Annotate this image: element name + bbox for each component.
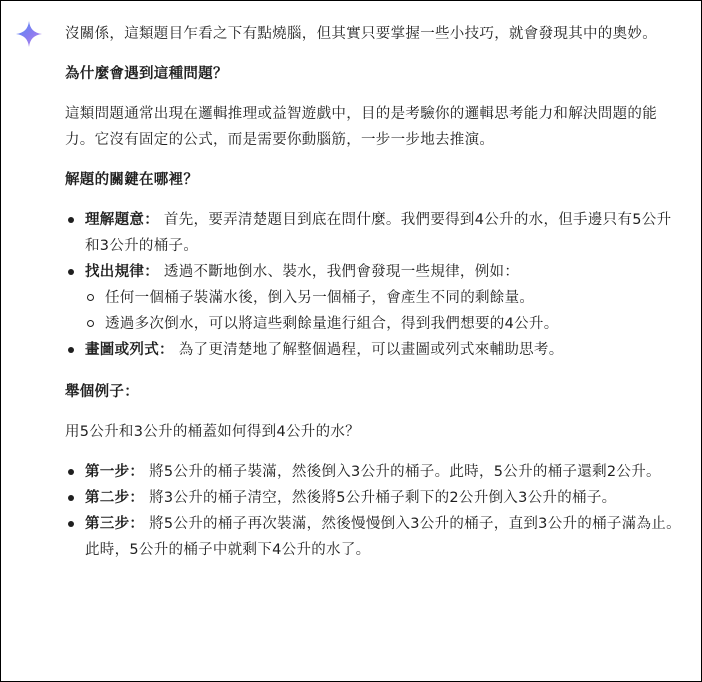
- list-item: [65, 511, 685, 563]
- section-heading-why: 為什麼會遇到這種問題？: [65, 66, 228, 82]
- list-item: [65, 459, 685, 485]
- step-label: 第三步：: [85, 516, 145, 532]
- step-label: 第二步：: [85, 490, 145, 506]
- gemini-spark-icon: [15, 20, 43, 48]
- item-text: 透過不斷地倒水、裝水，我們會發現一些規律，例如：: [163, 264, 520, 280]
- step-text: 將5公升的桶子再次裝滿，然後慢慢倒入3公升的桶子，直到3公升的桶子滿為止。此時，5公升的桶子中就剩下4公升的水了。: [85, 516, 681, 558]
- step-text: 將5公升的桶子裝滿，然後倒入3公升的桶子。此時，5公升的桶子還剩2公升。: [149, 464, 661, 480]
- section-heading-key: 解題的關鍵在哪裡？: [65, 172, 199, 188]
- section-heading-example: 舉個例子：: [65, 384, 139, 400]
- item-text: 首先，要弄清楚題目到底在問什麼。我們要得到4公升的水，但手邊只有5公升和3公升的桶子。: [85, 212, 672, 254]
- list-item: [65, 259, 685, 337]
- item-label: 理解題意：: [85, 212, 159, 228]
- list-item: [65, 207, 685, 259]
- step-label: 第一步：: [85, 464, 145, 480]
- section-body-why: 這類問題通常出現在邏輯推理或益智遊戲中，目的是考驗你的邏輯思考能力和解決問題的能力。它沒有固定的公式，而是需要你動腦筋，一步一步地去推演。: [65, 106, 657, 148]
- item-label: 畫圖或列式：: [85, 342, 174, 358]
- list-item: [65, 485, 685, 511]
- example-question: 用5公升和3公升的桶蓋如何得到4公升的水？: [65, 424, 360, 440]
- sub-list-item: 任何一個桶子裝滿水後，倒入另一個桶子，會產生不同的剩餘量。: [85, 285, 685, 311]
- response-content: [65, 21, 685, 579]
- key-points-list: [65, 207, 685, 363]
- sub-list: [85, 285, 685, 337]
- item-label: 找出規律：: [85, 264, 159, 280]
- step-text: 將3公升的桶子清空，然後將5公升桶子剩下的2公升倒入3公升的桶子。: [149, 490, 617, 506]
- item-text: 為了更清楚地了解整個過程，可以畫圖或列式來輔助思考。: [178, 342, 564, 358]
- steps-list: [65, 459, 685, 563]
- intro-text: 沒關係，這類題目乍看之下有點燒腦，但其實只要掌握一些小技巧，就會發現其中的奧妙。: [65, 26, 657, 42]
- list-item: [65, 337, 685, 363]
- sub-list-item: 透過多次倒水，可以將這些剩餘量進行組合，得到我們想要的4公升。: [85, 311, 685, 337]
